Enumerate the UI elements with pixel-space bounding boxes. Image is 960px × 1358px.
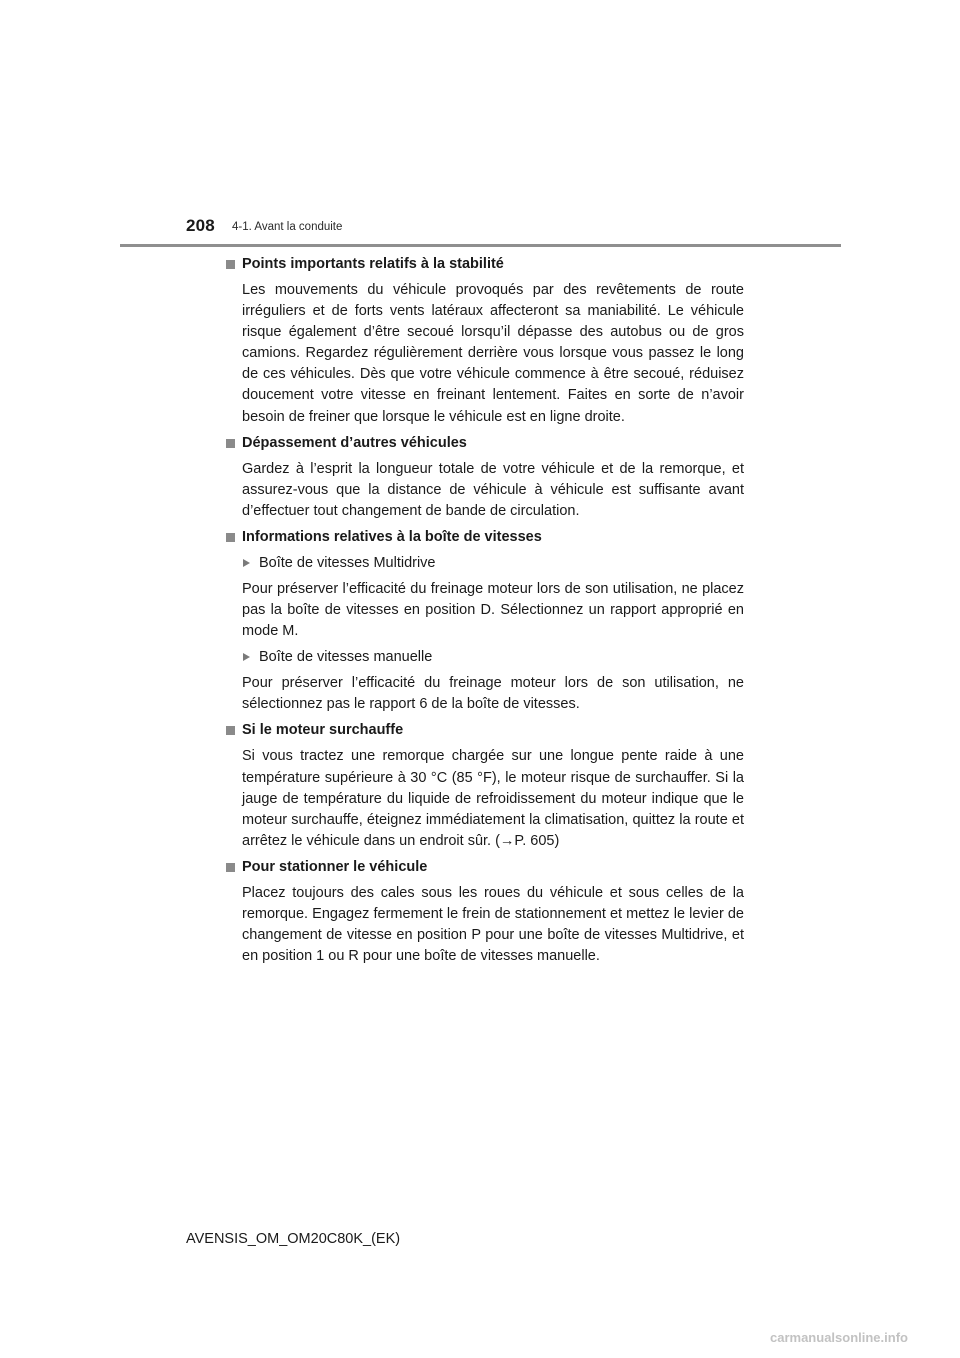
triangle-bullet-icon (243, 653, 250, 661)
section-overtaking (226, 433, 744, 522)
heading-text: Pour stationner le véhicule (242, 858, 428, 875)
page-number: 208 (186, 216, 215, 235)
paragraph: Pour préserver l’efficacité du freinage moteur lors de son utilisation, ne placez pas la boîte de vitesses en position D. Sélectionnez un rapport approprié en mode M. (242, 580, 744, 640)
sub-heading-text: Boîte de vitesses Multidrive (259, 554, 436, 571)
section-heading (226, 433, 744, 454)
paragraph: Pour préserver l’efficacité du freinage moteur lors de son utilisation, ne sélectionnez pas le rapport 6 de la boîte de vitesses. (242, 675, 744, 713)
heading-text: Dépassement d’autres véhicules (242, 434, 467, 451)
page-header (0, 216, 960, 246)
page-content (226, 254, 744, 972)
square-bullet-icon (226, 533, 235, 542)
section-overheating (226, 720, 744, 851)
watermark: carmanualsonline.info (770, 1330, 908, 1345)
square-bullet-icon (226, 260, 235, 269)
paragraph: Placez toujours des cales sous les roues du véhicule et sous celles de la remorque. Engagez fermement le frein de stationnement et mettez le levier de changement de vitesse en position P pour une boîte de vitesses Multidrive, et en position 1 ou R pour une boîte de vitesses manuelle. (242, 884, 744, 965)
paragraph: Si vous tractez une remorque chargée sur une longue pente raide à une température supérieure à 30 °C (85 °F), le moteur risque de surchauffer. Si la jauge de température du liquide de refroidissement du moteur indique que le moteur surchauffe, éteignez immédiatement la climatisation, quittez la route et arrêtez le véhicule dans un endroit sûr. (→P. 605) (242, 748, 744, 849)
paragraph: Les mouvements du véhicule provoqués par des revêtements de route irréguliers et de forts vents latéraux affecteront sa maniabilité. Le véhicule risque également d’être secoué lorsqu’il dépasse des autobus ou de gros camions. Regardez régulièrement derrière vous lorsque vous passez le long de ces véhicules. Dès que votre véhicule commence à être secoué, réduisez doucement votre vitesse en freinant lentement. Faites en sorte de n’avoir besoin de freiner que lorsque le véhicule est en ligne droite. (242, 282, 744, 425)
section-heading (226, 527, 744, 548)
triangle-bullet-icon (243, 559, 250, 567)
section-stability (226, 254, 744, 428)
square-bullet-icon (226, 726, 235, 735)
header-rule (120, 244, 841, 247)
square-bullet-icon (226, 439, 235, 448)
paragraph: Gardez à l’esprit la longueur totale de votre véhicule et de la remorque, et assurez-vous que la distance de véhicule à véhicule est suffisante avant d’effectuer tout changement de bande de circulation. (242, 460, 744, 519)
square-bullet-icon (226, 863, 235, 872)
sub-heading (226, 553, 744, 574)
sub-heading-text: Boîte de vitesses manuelle (259, 649, 433, 666)
heading-text: Si le moteur surchauffe (242, 722, 404, 739)
document-code: AVENSIS_OM_OM20C80K_(EK) (186, 1231, 401, 1247)
heading-text: Informations relatives à la boîte de vitesses (242, 528, 542, 545)
section-heading (226, 857, 744, 878)
heading-text: Points importants relatifs à la stabilité (242, 256, 504, 272)
sub-heading (226, 647, 744, 668)
section-heading (226, 254, 744, 275)
section-heading (226, 720, 744, 741)
section-transmission (226, 527, 744, 715)
section-parking (226, 857, 744, 967)
section-title: 4-1. Avant la conduite (232, 221, 343, 233)
